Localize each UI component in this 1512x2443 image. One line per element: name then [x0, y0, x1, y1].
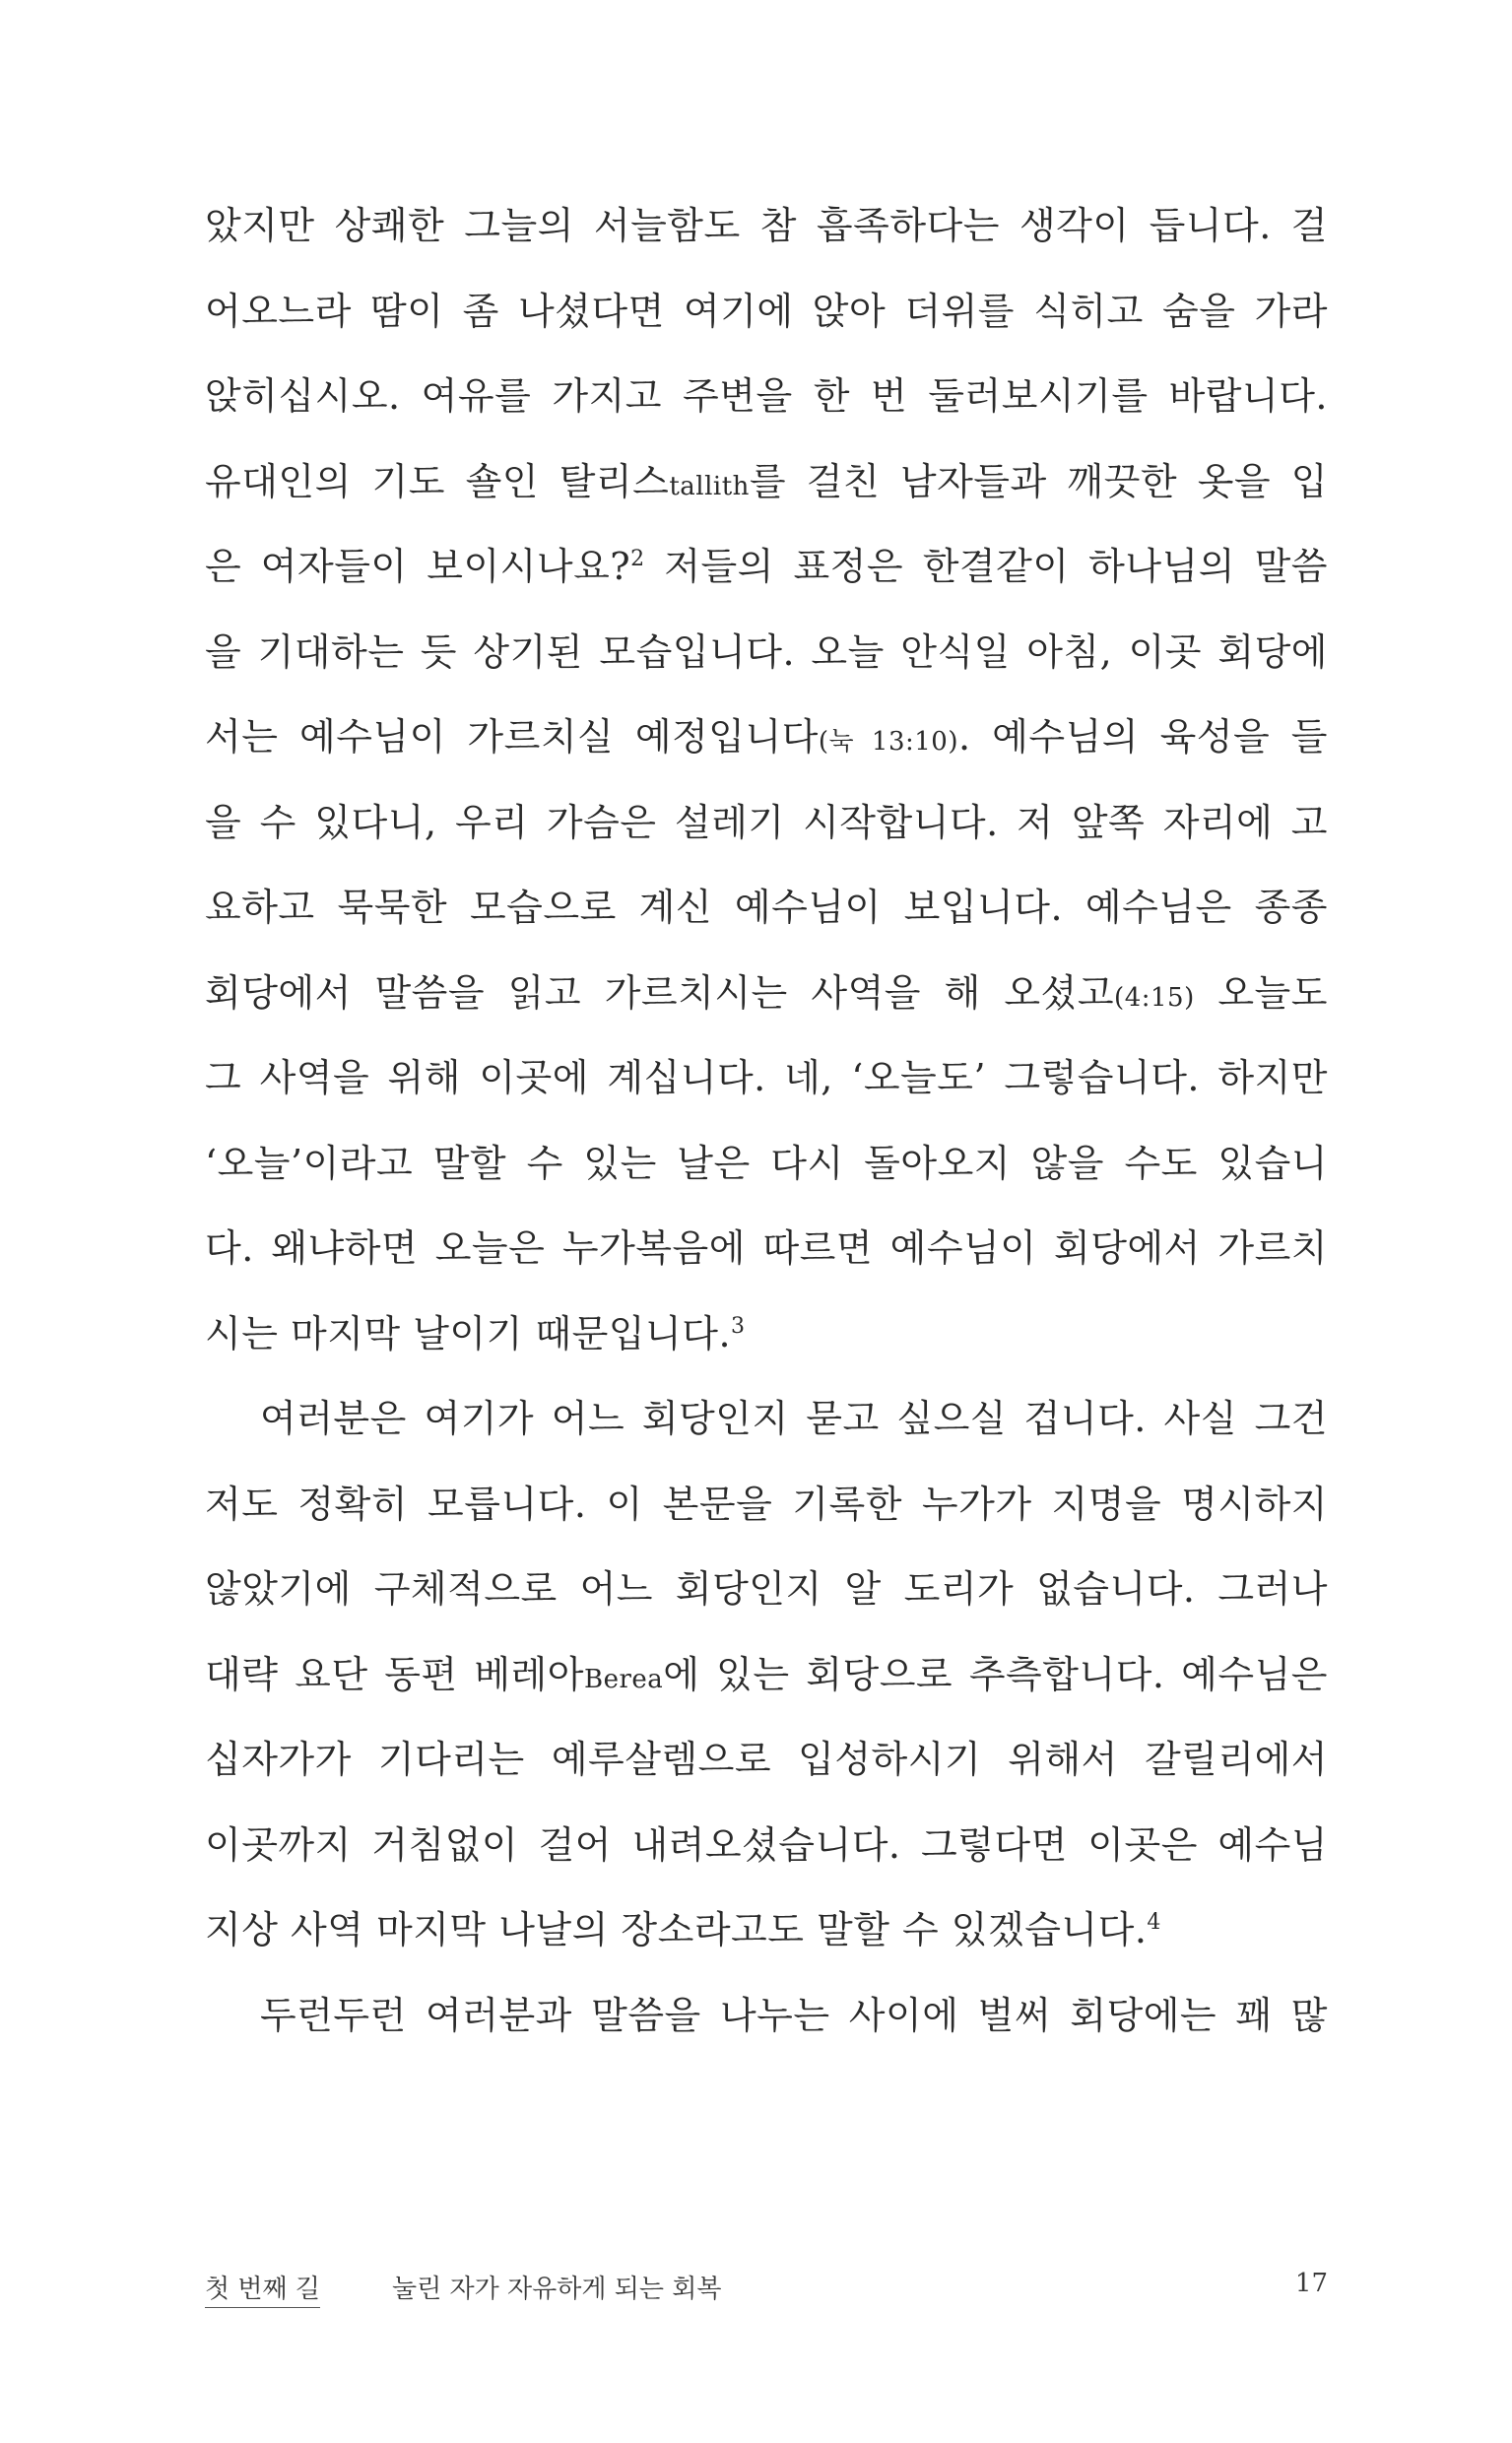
footnote-marker: 2 [630, 547, 645, 571]
body-line [205, 951, 1328, 1036]
body-line: 다. 왜냐하면 오늘은 누가복음에 따르면 예수님이 회당에서 가르치 [205, 1226, 1328, 1270]
footnote-marker: 4 [1147, 1910, 1161, 1935]
text-run: 유대인의 기도 숄인 탈리스 [205, 459, 670, 503]
body-line [205, 524, 1328, 610]
text-run: 시는 마지막 날이기 때문입니다. [205, 1311, 732, 1355]
scripture-reference: (눅 13:10) [818, 727, 958, 757]
body-line: 이곳까지 거침없이 걸어 내려오셨습니다. 그렇다면 이곳은 예수님 [205, 1822, 1328, 1867]
body-line: 그 사역을 위해 이곳에 계십니다. 네, ‘오늘도’ 그렇습니다. 하지만 [205, 1056, 1328, 1099]
body-line: 어오느라 땀이 좀 나셨다면 여기에 앉아 더위를 식히고 숨을 가라 [205, 289, 1328, 333]
loanword-gloss: tallith [669, 471, 750, 501]
body-line [205, 694, 1328, 780]
text-run: 지상 사역 마지막 나날의 장소라고도 말할 수 있겠습니다. [205, 1908, 1148, 1951]
body-line: 십자가가 기다리는 예루살렘으로 입성하시기 위해서 갈릴리에서 [205, 1738, 1328, 1781]
body-line: 았지만 상쾌한 그늘의 서늘함도 참 흡족하다는 생각이 듭니다. 걸 [205, 204, 1328, 247]
paragraph-first-line: 여러분은 여기가 어느 회당인지 묻고 싶으실 겁니다. 사실 그건 [260, 1397, 1328, 1440]
text-run: 대략 요단 동편 베레아 [205, 1652, 584, 1696]
body-line [205, 1632, 1328, 1718]
text-run: 회당에서 말씀을 읽고 가르치시는 사역을 해 오셨고 [205, 970, 1115, 1015]
running-footer [205, 2269, 1328, 2304]
body-line: 앉히십시오. 여유를 가지고 주변을 한 번 둘러보시기를 바랍니다. [205, 374, 1328, 418]
scripture-reference: (4:15) [1114, 982, 1195, 1013]
body-line: 요하고 묵묵한 모습으로 계신 예수님이 보입니다. 예수님은 종종 [205, 886, 1328, 929]
text-run: 저들의 표정은 한결같이 하나님의 말씀 [644, 545, 1328, 588]
body-text [205, 183, 1328, 2058]
body-line: ‘오늘’이라고 말할 수 있는 날은 다시 돌아오지 않을 수도 있습니 [205, 1141, 1328, 1185]
text-run: 오늘도 [1194, 970, 1328, 1015]
chapter-label: 첫 번째 길 [205, 2269, 320, 2308]
body-line: 저도 정확히 모릅니다. 이 본문을 기록한 누가가 지명을 명시하지 [205, 1482, 1328, 1526]
text-run: 에 있는 회당으로 추측합니다. 예수님은 [663, 1652, 1328, 1696]
text-run: 은 여자들이 보이시나요? [205, 545, 631, 588]
text-run: 서는 예수님이 가르치실 예정입니다 [205, 715, 819, 759]
chapter-title: 눌린 자가 자유하게 되는 회복 [392, 2275, 722, 2304]
text-run: . 예수님의 육성을 들 [958, 715, 1329, 759]
body-line [205, 1291, 1328, 1377]
paragraph-first-line: 두런두런 여러분과 말씀을 나누는 사이에 벌써 회당에는 꽤 많 [260, 1993, 1328, 2037]
body-line: 않았기에 구체적으로 어느 회당인지 알 도리가 없습니다. 그러나 [205, 1567, 1328, 1611]
body-line: 을 수 있다니, 우리 가슴은 설레기 시작합니다. 저 앞쪽 자리에 고 [205, 800, 1328, 844]
body-line [205, 1887, 1328, 1973]
body-line [205, 439, 1328, 525]
page-number: 17 [1294, 2269, 1328, 2298]
body-line: 을 기대하는 듯 상기된 모습입니다. 오늘 안식일 아침, 이곳 회당에 [205, 629, 1328, 674]
loanword-gloss: Berea [583, 1664, 664, 1694]
text-run: 를 걸친 남자들과 깨끗한 옷을 입 [749, 459, 1329, 503]
footnote-marker: 3 [731, 1313, 746, 1339]
